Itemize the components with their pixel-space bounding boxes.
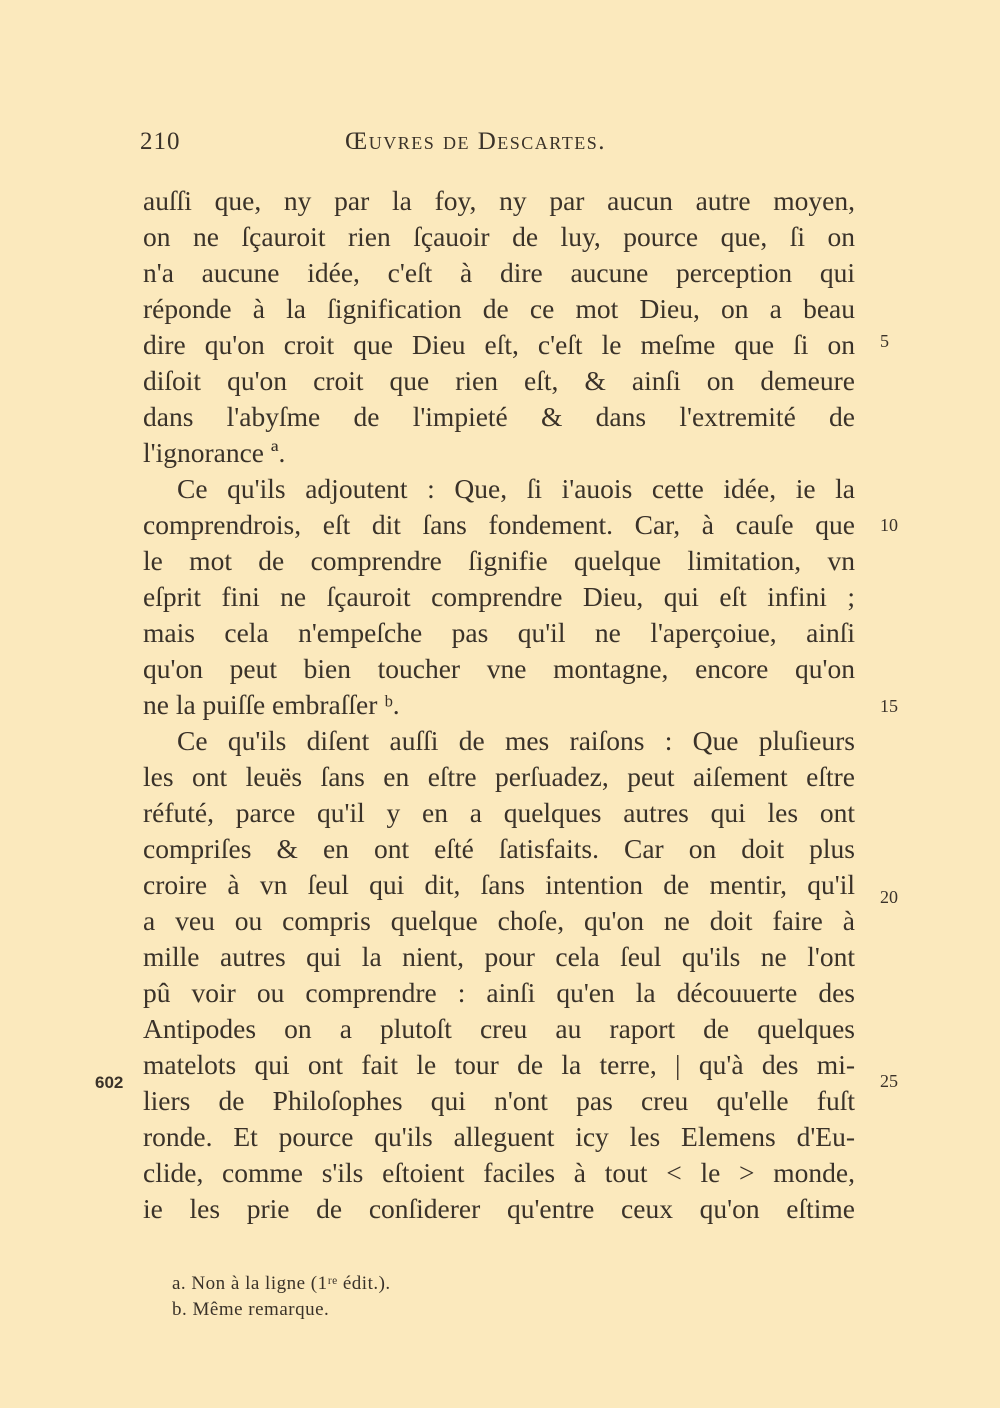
line-number: 10 [880,515,898,535]
running-head [140,128,852,164]
text-line: auſſi que, ny par la foy, ny par aucun autre moyen, [143,185,855,216]
text-line: ie les prie de conſiderer qu'entre ceux qu'on eſtime [143,1193,855,1224]
text-line: matelots qui ont fait le tour de la terre, | qu'à des mi- [143,1049,855,1080]
text-line: ne la puiſſe embraſſer ᵇ. [143,689,400,720]
text-line: Ce qu'ils adjoutent : Que, ſi i'auois cette idée, ie la [177,473,855,504]
text-line: les ont leuës ſans en eſtre perſuadez, peut aiſement eſtre [143,761,855,792]
text-line: compriſes & en ont eſté ſatisfaits. Car on doit plus [143,833,855,864]
text-line: on ne ſçauroit rien ſçauoir de luy, pource que, ſi on [143,221,855,252]
text-line: Ce qu'ils diſent auſſi de mes raiſons : Que pluſieurs [177,725,855,756]
text-line: réfuté, parce qu'il y en a quelques autres qui les ont [143,797,855,828]
line-number: 20 [880,887,898,907]
text-line: le mot de comprendre ſignifie quelque limitation, vn [143,545,855,576]
text-line: l'ignorance ª. [143,437,286,468]
page-number: 210 [140,128,181,155]
footnote: b. Même remarque. [172,1299,330,1320]
text-line: eſprit fini ne ſçauroit comprendre Dieu, qui eſt infini ; [143,581,855,612]
line-number: 25 [880,1071,898,1091]
text-line: Antipodes on a plutoſt creu au raport de quelques [143,1013,855,1044]
text-line: pû voir ou comprendre : ainſi qu'en la découuerte des [143,977,855,1008]
text-line: croire à vn ſeul qui dit, ſans intention de mentir, qu'il [143,869,855,900]
text-line: comprendrois, eſt dit ſans fondement. Car, à cauſe que [143,509,855,540]
text-line: dire qu'on croit que Dieu eſt, c'eſt le meſme que ſi on [143,329,855,360]
text-line: qu'on peut bien toucher vne montagne, encore qu'on [143,653,855,684]
text-line: ronde. Et pource qu'ils alleguent icy les Elemens d'Eu- [143,1121,855,1152]
line-number: 5 [880,331,889,351]
footnote: a. Non à la ligne (1ʳᵉ édit.). [172,1273,391,1294]
line-number: 15 [880,696,898,716]
text-line: liers de Philoſophes qui n'ont pas creu qu'elle fuſt [143,1085,855,1116]
text-line: diſoit qu'on croit que rien eſt, & ainſi on demeure [143,365,855,396]
text-line: a veu ou compris quelque choſe, qu'on ne doit faire à [143,905,855,936]
text-line: mais cela n'empeſche pas qu'il ne l'aperçoiue, ainſi [143,617,855,648]
text-line: mille autres qui la nient, pour cela ſeul qu'ils ne l'ont [143,941,855,972]
margin-page-reference: 602 [95,1073,124,1092]
text-line: n'a aucune idée, c'eſt à dire aucune perception qui [143,257,855,288]
footnotes [172,1271,391,1323]
text-line: réponde à la ſignification de ce mot Dieu, on a beau [143,293,855,324]
book-title: Œuvres de Descartes. [345,128,606,155]
text-line: clide, comme s'ils eſtoient faciles à tout < le > monde, [143,1157,855,1188]
text-line: dans l'abyſme de l'impieté & dans l'extremité de [143,401,855,432]
